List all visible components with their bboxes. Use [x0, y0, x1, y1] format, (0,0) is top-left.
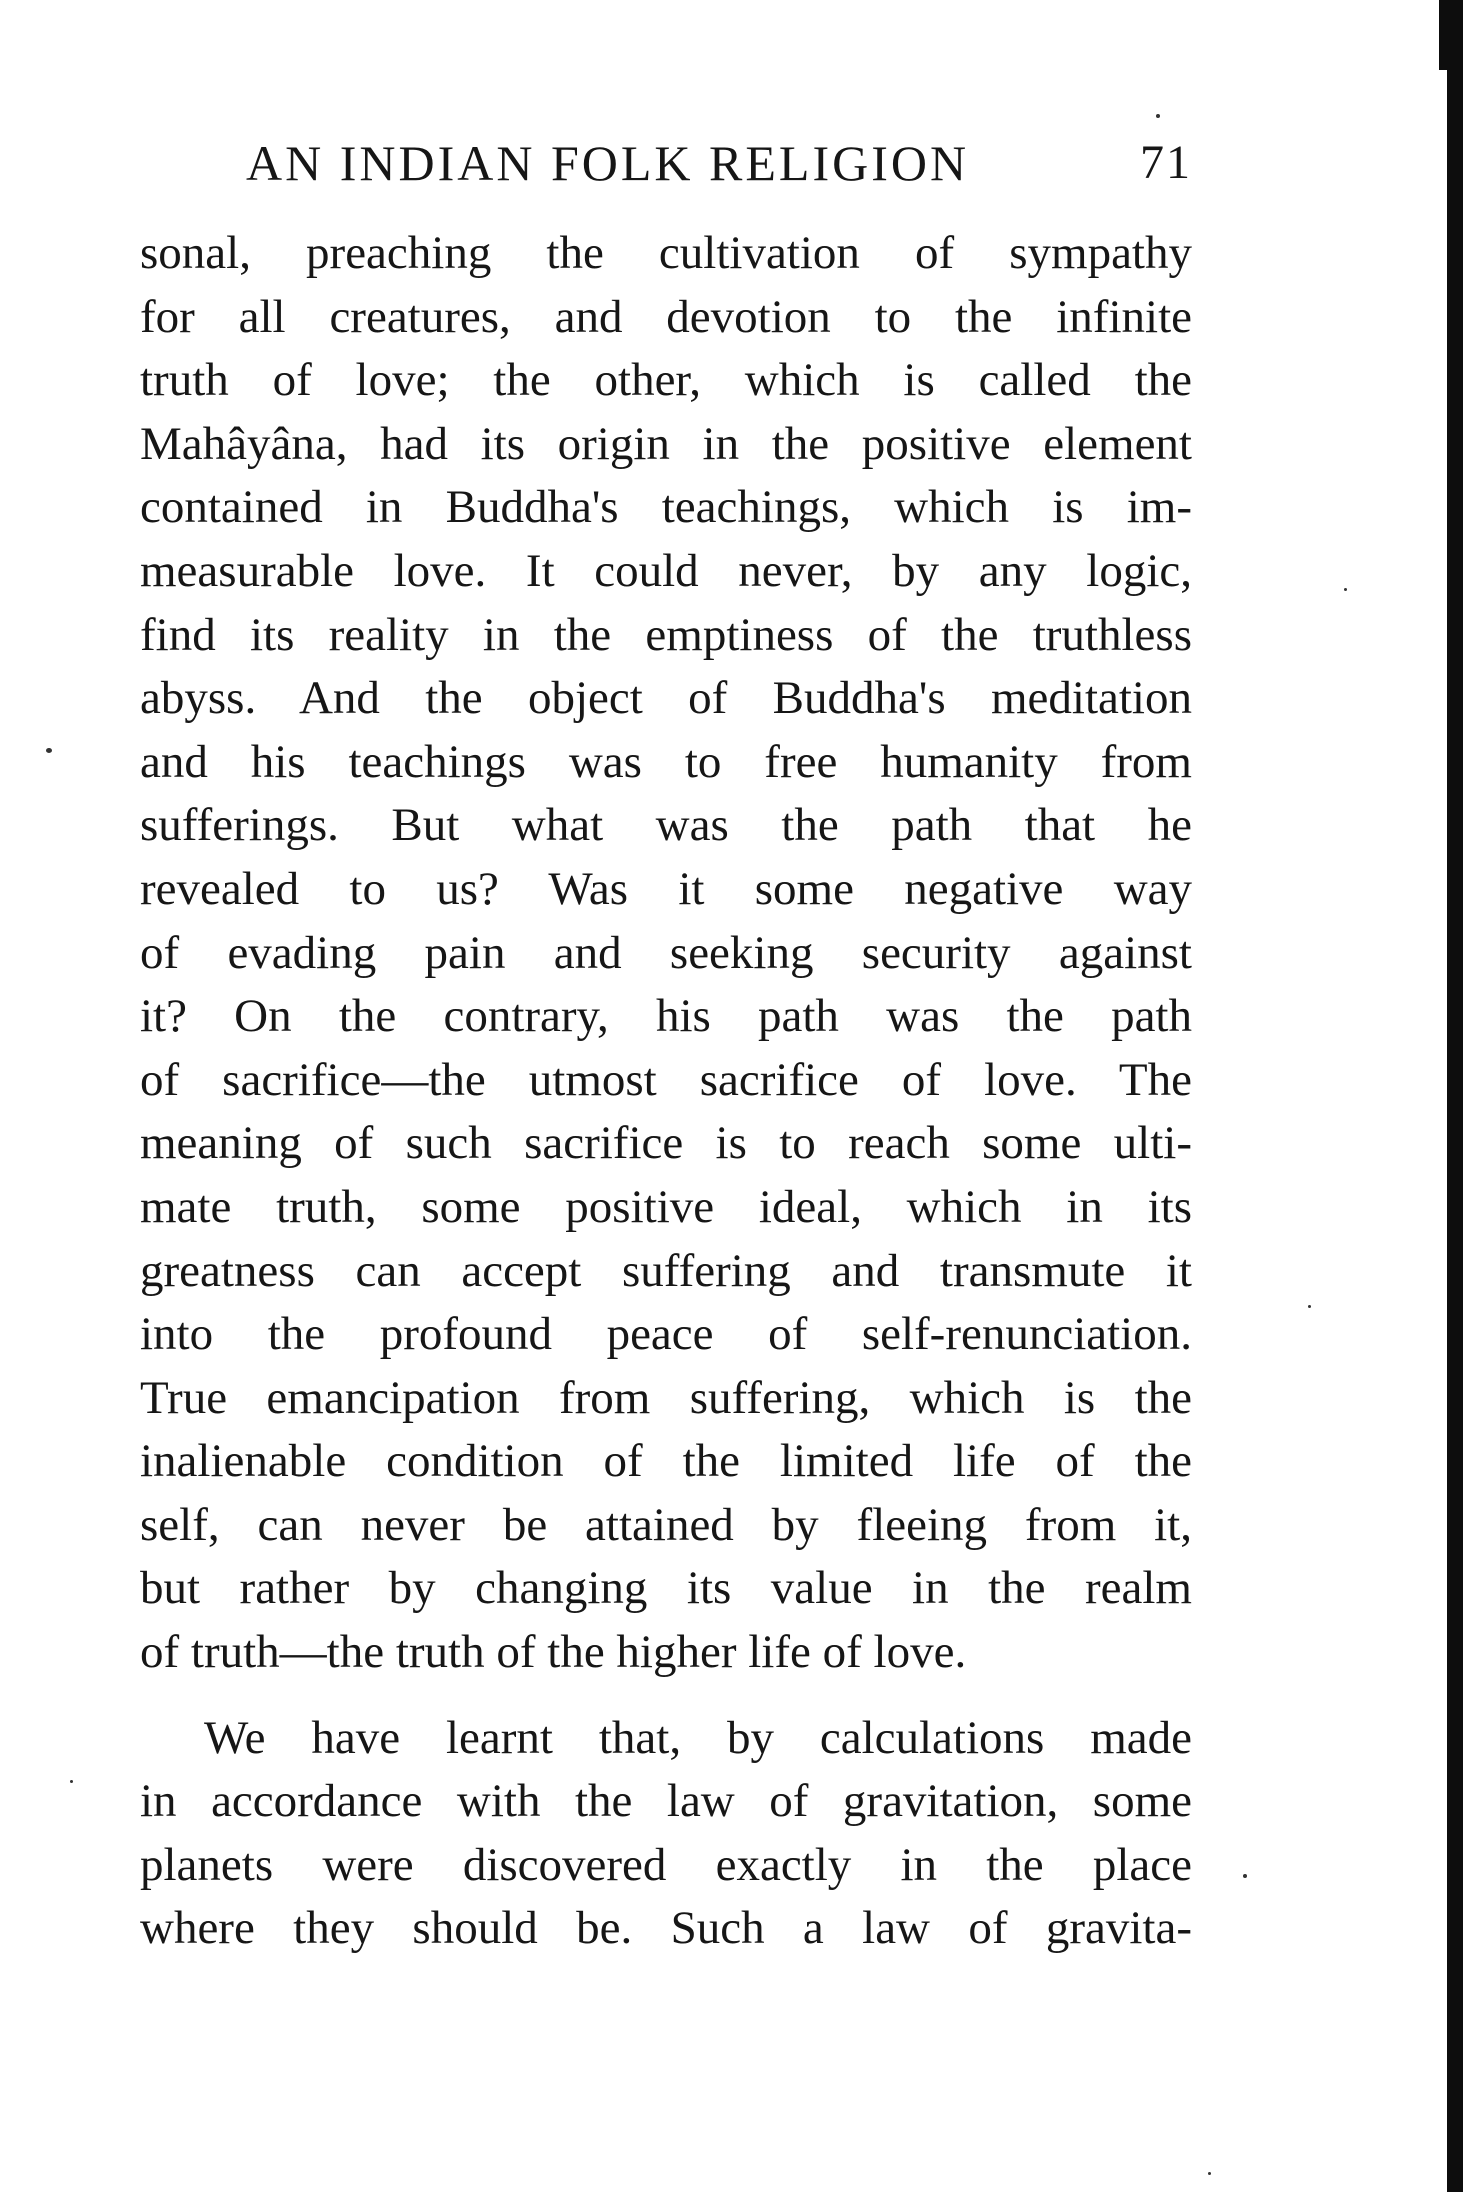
text-line: find its reality in the emptiness of the truthless	[140, 608, 1192, 661]
text-line: into the profound peace of self-renunciation.	[140, 1308, 1192, 1361]
scan-speck	[1156, 114, 1160, 118]
text-line: True emancipation from suffering, which is the	[140, 1371, 1192, 1424]
text-line: of evading pain and seeking security against	[140, 926, 1192, 979]
text-line: abyss. And the object of Buddha's meditation	[140, 672, 1192, 725]
text-line: revealed to us? Was it some negative way	[140, 862, 1192, 915]
text-line: truth of love; the other, which is called the	[140, 354, 1192, 407]
text-line: of sacrifice—the utmost sacrifice of love. The	[140, 1053, 1192, 1106]
text-line: We have learnt that, by calculations made	[204, 1711, 1192, 1764]
page-header	[140, 128, 1192, 198]
body-text	[140, 222, 1192, 1961]
scan-speck	[70, 1780, 73, 1783]
text-line: sonal, preaching the cultivation of sympathy	[140, 227, 1192, 279]
text-line: and his teachings was to free humanity from	[140, 735, 1192, 788]
scan-speck	[1344, 588, 1347, 591]
text-line: sufferings. But what was the path that he	[140, 799, 1192, 852]
scan-speck	[1308, 1305, 1311, 1308]
page-number: 71	[1140, 136, 1192, 189]
text-line: in accordance with the law of gravitation, some	[140, 1775, 1192, 1828]
text-line: greatness can accept suffering and transmute it	[140, 1244, 1192, 1297]
text-line: Mahâyâna, had its origin in the positive element	[140, 417, 1192, 470]
text-line: it? On the contrary, his path was the path	[140, 990, 1192, 1043]
text-line: meaning of such sacrifice is to reach some ulti-	[140, 1117, 1192, 1170]
text-line: for all creatures, and devotion to the infinite	[140, 290, 1192, 343]
running-head: AN INDIAN FOLK RELIGION	[246, 135, 970, 191]
text-line: contained in Buddha's teachings, which is im-	[140, 481, 1192, 534]
text-line: inalienable condition of the limited life of the	[140, 1435, 1192, 1488]
page-edge-shadow	[1447, 0, 1463, 2192]
text-line: mate truth, some positive ideal, which in its	[140, 1180, 1192, 1233]
text-line: measurable love. It could never, by any logic,	[140, 544, 1192, 597]
text-line: self, can never be attained by fleeing from it,	[140, 1498, 1192, 1551]
paragraph-1	[140, 222, 1192, 1685]
scan-speck	[1243, 1874, 1247, 1878]
text-line: but rather by changing its value in the realm	[140, 1562, 1192, 1615]
text-line: planets were discovered exactly in the place	[140, 1838, 1192, 1891]
paragraph-spacer	[140, 1685, 1192, 1707]
text-line: where they should be. Such a law of gravita-	[140, 1902, 1192, 1955]
text-line: of truth—the truth of the higher life of love.	[140, 1626, 967, 1679]
scan-speck	[1208, 2172, 1211, 2175]
scan-speck	[46, 748, 52, 753]
paragraph-2	[140, 1707, 1192, 1961]
